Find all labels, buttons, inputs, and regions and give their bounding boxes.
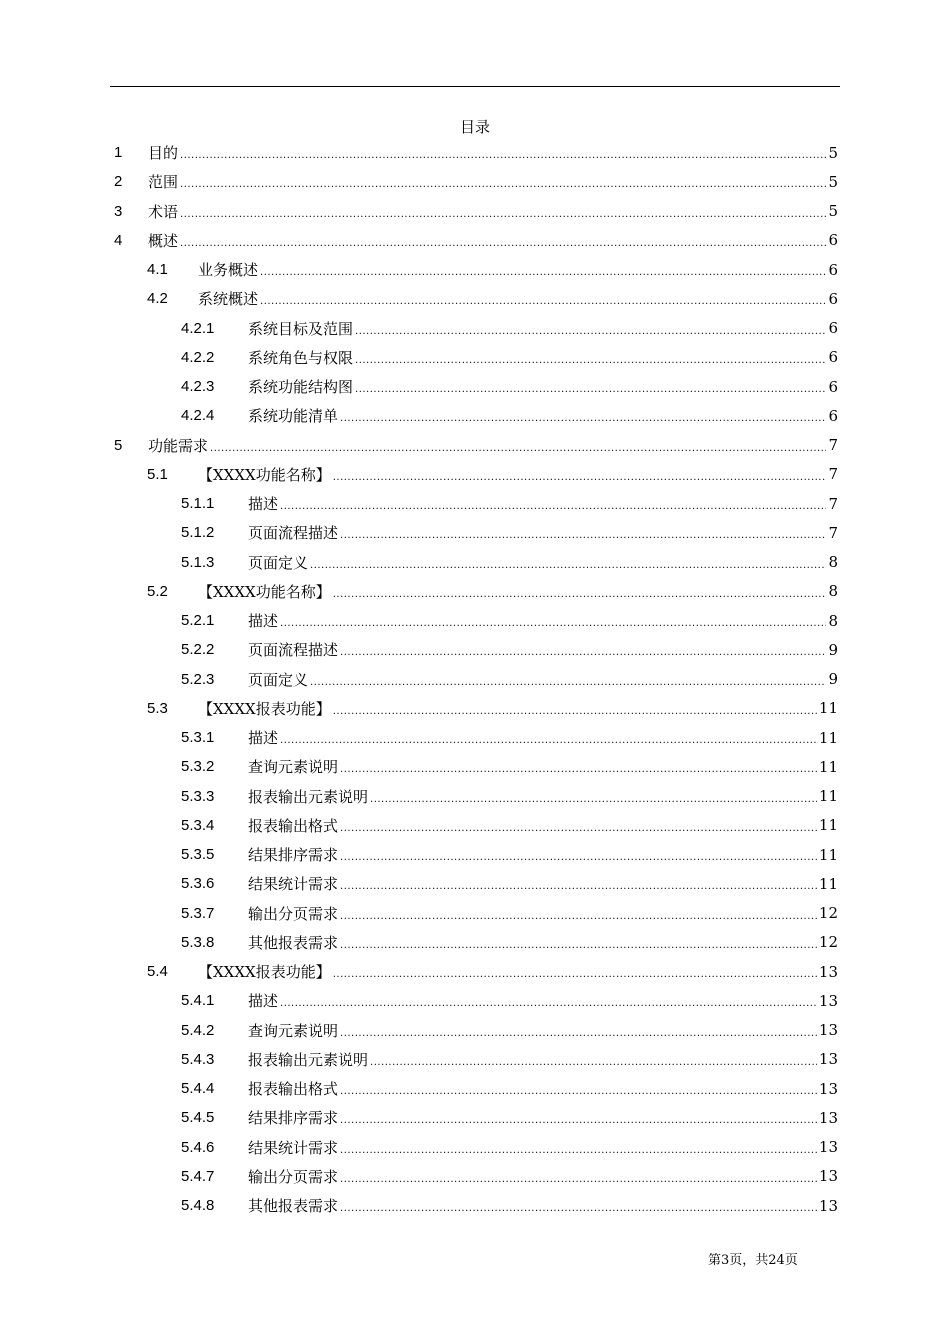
toc-entry-number: 5 — [114, 436, 123, 454]
toc-leader-dots — [310, 677, 826, 688]
toc-leader-dots — [340, 764, 817, 775]
toc-entry[interactable] — [114, 138, 838, 167]
toc-leader-dots — [355, 355, 826, 366]
toc-entry-title: 报表输出格式 — [248, 1080, 339, 1098]
toc-entry-page: 13 — [818, 1021, 838, 1039]
toc-entry-number: 5.4.6 — [181, 1138, 215, 1156]
toc-entry-number: 4 — [114, 231, 123, 249]
toc-entry[interactable] — [181, 752, 838, 781]
toc-entry-number: 4.2.2 — [181, 348, 215, 366]
toc-entry-page: 5 — [828, 172, 838, 191]
toc-leader-dots — [333, 706, 817, 717]
toc-entry-title: 报表输出元素说明 — [248, 1050, 369, 1069]
toc-leader-dots — [340, 911, 817, 922]
toc-entry-title: 输出分页需求 — [248, 904, 339, 923]
toc-entry-page: 8 — [828, 582, 838, 601]
toc-entry-number: 5.1.1 — [181, 495, 215, 512]
toc-entry-number: 5.4.4 — [181, 1080, 215, 1097]
toc-entry-page: 11 — [818, 874, 838, 893]
toc-entry-number: 5.4 — [147, 963, 168, 980]
toc-entry-page: 5 — [828, 202, 838, 220]
toc-entry-title: 术语 — [148, 202, 179, 221]
toc-leader-dots — [355, 326, 826, 337]
toc-entry-title: 报表输出元素说明 — [248, 787, 369, 806]
toc-entry-title: 描述 — [248, 729, 279, 747]
toc-entry-page: 7 — [828, 436, 838, 454]
toc-entry-page: 6 — [828, 348, 838, 367]
toc-entry-title: 业务概述 — [198, 261, 259, 279]
toc-leader-dots — [260, 296, 826, 307]
toc-entry-title: 页面流程描述 — [248, 641, 339, 660]
toc-entry-page: 11 — [818, 728, 838, 747]
toc-entry[interactable] — [181, 606, 838, 635]
toc-leader-dots — [310, 560, 826, 571]
toc-entry-number: 5.3.4 — [181, 816, 215, 834]
toc-entry[interactable] — [181, 343, 838, 372]
toc-entry[interactable] — [147, 284, 838, 313]
toc-leader-dots — [333, 589, 827, 600]
toc-entry-title: 其他报表需求 — [248, 933, 339, 952]
toc-entry-page: 13 — [818, 1108, 838, 1127]
toc-entry[interactable] — [114, 226, 838, 255]
toc-entry-page: 13 — [818, 1196, 838, 1215]
toc-entry-page: 9 — [828, 640, 838, 659]
toc-entry-page: 7 — [828, 465, 838, 484]
toc-entry-title: 描述 — [248, 612, 279, 630]
toc-leader-dots — [280, 618, 826, 629]
toc-entry-number: 5.4.3 — [181, 1050, 215, 1068]
toc-leader-dots — [280, 501, 826, 512]
toc-entry-page: 11 — [818, 816, 838, 835]
toc-leader-dots — [340, 530, 826, 541]
toc-entry-page: 13 — [818, 991, 838, 1010]
toc-entry-title: 查询元素说明 — [248, 1021, 339, 1040]
toc-entry-number: 2 — [114, 173, 123, 191]
toc-entry-page: 11 — [818, 845, 838, 864]
toc-entry[interactable] — [181, 401, 838, 430]
toc-entry[interactable] — [114, 431, 838, 460]
toc-leader-dots — [280, 735, 817, 746]
toc-leader-dots — [340, 1203, 817, 1214]
toc-leader-dots — [210, 443, 826, 454]
toc-entry[interactable] — [147, 255, 838, 284]
toc-leader-dots — [340, 881, 817, 892]
toc-entry[interactable] — [147, 577, 838, 606]
toc-entry-title: 系统目标及范围 — [248, 319, 354, 338]
toc-entry-page: 8 — [828, 553, 838, 571]
toc-entry-number: 5.3 — [147, 699, 168, 717]
toc-entry[interactable] — [181, 1074, 838, 1103]
toc-entry-page: 13 — [818, 1079, 838, 1098]
toc-entry[interactable] — [181, 548, 838, 577]
toc-entry-page: 6 — [828, 289, 838, 308]
toc-entry-page: 11 — [818, 699, 838, 718]
toc-entry-title: 系统功能清单 — [248, 407, 339, 426]
toc-entry-title: 结果排序需求 — [248, 846, 339, 864]
toc-leader-dots — [340, 1028, 817, 1039]
toc-entry-page: 6 — [828, 406, 838, 425]
toc-entry-page: 13 — [818, 1138, 838, 1156]
toc-entry-title: 页面定义 — [248, 553, 309, 572]
toc-entry-number: 4.1 — [147, 261, 168, 278]
toc-entry[interactable] — [114, 167, 838, 196]
toc-leader-dots — [180, 150, 826, 161]
toc-entry-number: 5.2.2 — [181, 641, 215, 659]
toc-entry-page: 6 — [828, 377, 838, 396]
toc-entry-title: 概述 — [148, 231, 179, 250]
toc-entry[interactable] — [181, 840, 838, 869]
toc-entry-page: 6 — [828, 260, 838, 279]
toc-entry[interactable] — [181, 489, 838, 518]
toc-entry-page: 6 — [828, 319, 838, 337]
toc-entry-number: 5.4.8 — [181, 1197, 215, 1214]
toc-entry[interactable] — [147, 694, 838, 723]
toc-leader-dots — [340, 940, 817, 951]
toc-entry[interactable] — [181, 899, 838, 928]
toc-entry-number: 4.2.3 — [181, 378, 215, 395]
toc-leader-dots — [260, 267, 826, 278]
toc-entry[interactable] — [181, 635, 838, 664]
toc-entry-title: 结果排序需求 — [248, 1109, 339, 1128]
toc-leader-dots — [340, 1115, 817, 1126]
toc-leader-dots — [333, 969, 817, 980]
toc-leader-dots — [370, 1057, 817, 1068]
toc-leader-dots — [333, 472, 827, 483]
toc-leader-dots — [280, 998, 817, 1009]
toc-entry-number: 5.3.7 — [181, 904, 215, 922]
toc-entry-title: 结果统计需求 — [248, 875, 339, 894]
toc-entry-page: 11 — [818, 757, 838, 776]
toc-entry-page: 12 — [818, 904, 838, 922]
toc-entry-number: 5.4.2 — [181, 1021, 215, 1039]
toc-leader-dots — [340, 823, 817, 834]
toc-title: 目录 — [459, 118, 490, 136]
toc-entry[interactable] — [181, 372, 838, 401]
toc-entry-title: 【XXXX报表功能】 — [198, 963, 331, 981]
toc-entry-number: 5.4.7 — [181, 1167, 215, 1185]
toc-entry-page: 13 — [818, 962, 838, 981]
toc-leader-dots — [180, 179, 826, 190]
toc-entry[interactable] — [181, 1133, 838, 1162]
toc-leader-dots — [355, 384, 826, 395]
toc-entry-number: 5.4.1 — [181, 992, 215, 1010]
toc-entry[interactable] — [181, 518, 838, 547]
toc-entry[interactable] — [181, 1045, 838, 1074]
header-rule — [110, 86, 840, 87]
toc-entry-title: 查询元素说明 — [248, 758, 339, 777]
toc-entry-number: 5.4.5 — [181, 1109, 215, 1127]
toc-leader-dots — [340, 1174, 817, 1185]
toc-leader-dots — [340, 413, 826, 424]
toc-entry-title: 描述 — [248, 992, 279, 1011]
toc-entry[interactable] — [181, 986, 838, 1015]
toc-entry-number: 5.2 — [147, 582, 168, 600]
toc-entry[interactable] — [147, 460, 838, 489]
toc-entry-page: 11 — [818, 787, 838, 805]
toc-entry-title: 目的 — [148, 144, 179, 162]
toc-entry-number: 5.1.2 — [181, 524, 215, 542]
toc-entry-title: 范围 — [148, 173, 179, 192]
toc-entry[interactable] — [181, 1162, 838, 1191]
toc-entry-number: 5.3.5 — [181, 846, 215, 863]
toc-entry-number: 5.2.3 — [181, 670, 215, 688]
toc-entry-title: 页面流程描述 — [248, 524, 339, 543]
toc-entry-page: 9 — [828, 670, 838, 688]
toc-entry-number: 4.2.1 — [181, 319, 215, 337]
toc-entry-title: 【XXXX功能名称】 — [198, 465, 331, 484]
toc-entry-number: 4.2 — [147, 290, 168, 308]
toc-entry[interactable] — [181, 1191, 838, 1220]
toc-entry[interactable] — [147, 957, 838, 986]
toc-entry-number: 5.2.1 — [181, 612, 215, 629]
toc-entry-page: 5 — [828, 143, 838, 162]
toc-entry[interactable] — [181, 782, 838, 811]
toc-entry[interactable] — [181, 314, 838, 343]
toc-entry-number: 5.3.3 — [181, 787, 215, 805]
toc-entry-page: 8 — [828, 611, 838, 630]
toc-entry-title: 系统概述 — [198, 290, 259, 309]
toc-leader-dots — [180, 238, 826, 249]
toc-entry-title: 输出分页需求 — [248, 1167, 339, 1186]
toc-entry-title: 其他报表需求 — [248, 1197, 339, 1215]
toc-entry-number: 4.2.4 — [181, 407, 215, 425]
toc-entry-number: 5.1.3 — [181, 553, 215, 571]
toc-leader-dots — [340, 852, 817, 863]
toc-entry[interactable] — [114, 197, 838, 226]
toc-entry-title: 功能需求 — [148, 436, 209, 455]
toc-entry-page: 13 — [818, 1167, 838, 1186]
page-footer: 第3页，共24页 — [708, 1253, 798, 1268]
toc-entry-title: 系统角色与权限 — [248, 348, 354, 367]
toc-entry-page: 7 — [828, 494, 838, 513]
toc-entry-title: 描述 — [248, 495, 279, 513]
toc-entry-page: 13 — [818, 1050, 838, 1069]
toc-entry[interactable] — [181, 665, 838, 694]
toc-entry-title: 结果统计需求 — [248, 1138, 339, 1157]
toc-leader-dots — [180, 209, 826, 220]
toc-entry-number: 5.3.8 — [181, 933, 215, 951]
toc-entry-number: 5.1 — [147, 465, 168, 483]
toc-entry-page: 12 — [818, 933, 838, 952]
toc-entry-title: 系统功能结构图 — [248, 378, 354, 396]
toc-entry[interactable] — [181, 1103, 838, 1132]
toc-entry-title: 页面定义 — [248, 670, 309, 689]
toc-entry-number: 1 — [114, 144, 123, 161]
toc-leader-dots — [370, 794, 817, 805]
toc-entry[interactable] — [181, 1016, 838, 1045]
toc-entry-page: 7 — [828, 523, 838, 542]
toc-entry-number: 3 — [114, 202, 123, 220]
toc-entry-title: 【XXXX报表功能】 — [198, 699, 331, 718]
toc-entry[interactable] — [181, 723, 838, 752]
toc-entry-page: 6 — [828, 231, 838, 250]
toc-entry-title: 【XXXX功能名称】 — [198, 582, 331, 601]
toc-entry-number: 5.3.6 — [181, 875, 215, 893]
toc-entry[interactable] — [181, 928, 838, 957]
toc-entry-title: 报表输出格式 — [248, 816, 339, 835]
toc-entry-number: 5.3.1 — [181, 729, 215, 746]
toc-leader-dots — [340, 647, 826, 658]
toc-entry-number: 5.3.2 — [181, 758, 215, 776]
toc-leader-dots — [340, 1086, 817, 1097]
toc-entry[interactable] — [181, 869, 838, 898]
toc-entry[interactable] — [181, 811, 838, 840]
toc-leader-dots — [340, 1145, 817, 1156]
